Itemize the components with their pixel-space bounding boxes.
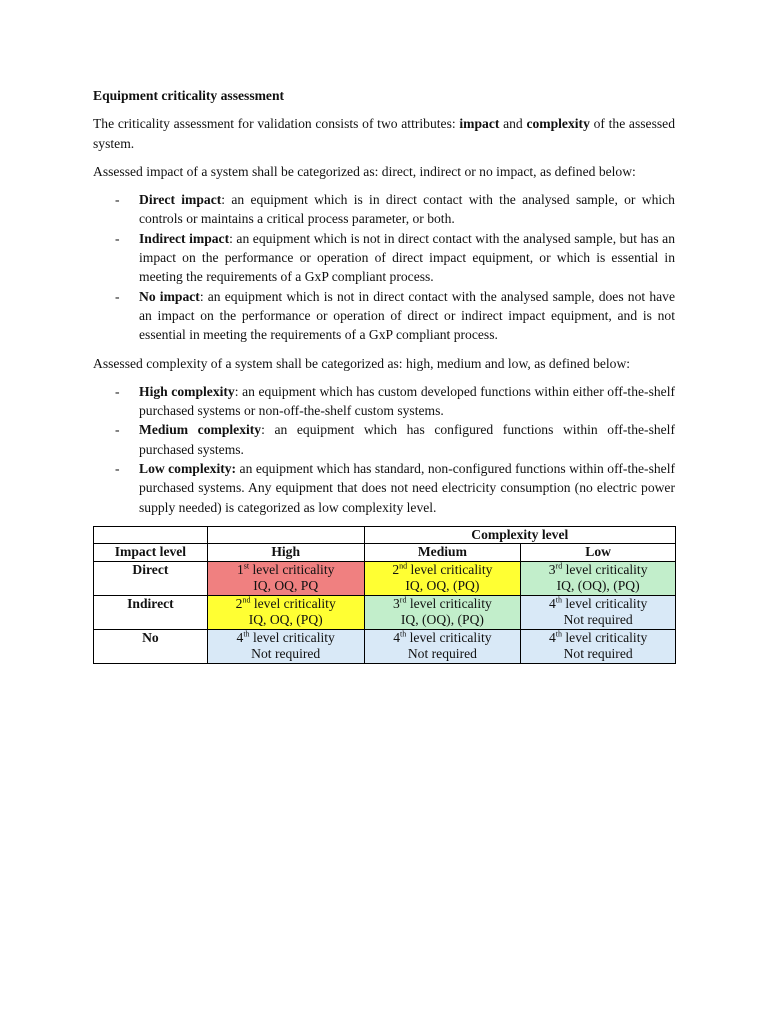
criticality-level-text <box>523 596 673 613</box>
intro-term-complexity: complexity <box>526 116 590 132</box>
criticality-level-text <box>367 562 519 579</box>
level-ordinal-suffix: rd <box>555 561 563 571</box>
level-number: 2 <box>235 595 243 611</box>
definition-text: : an equipment which has custom developed functions within either off-the-shelf purchased systems or non-off-the-shelf custom systems. <box>139 383 675 419</box>
impact-definition-list <box>93 190 675 344</box>
matrix-body <box>94 561 676 663</box>
level-ordinal-suffix: th <box>243 629 250 639</box>
complexity-intro-paragraph: Assessed complexity of a system shall be categorized as: high, medium and low, as defined below: <box>93 355 631 371</box>
qualification-requirement: Not required <box>563 646 633 662</box>
criticality-matrix-table <box>93 526 676 664</box>
level-number: 4 <box>236 629 244 645</box>
qualification-requirement: Not required <box>251 646 321 662</box>
qualification-requirement: IQ, OQ, (PQ) <box>405 578 480 594</box>
criticality-cell <box>521 629 676 663</box>
list-item <box>115 459 675 517</box>
dash-bullet: - <box>115 422 120 438</box>
table-row <box>94 561 676 595</box>
list-item <box>115 287 676 345</box>
level-number: 3 <box>548 561 556 577</box>
empty-high-header-cell <box>207 526 364 544</box>
definition-term: Direct impact <box>139 192 222 208</box>
definition-term: High complexity <box>139 383 235 399</box>
level-ordinal-suffix: nd <box>399 561 408 571</box>
intro-paragraph <box>93 114 675 153</box>
list-item <box>115 229 675 287</box>
level-ordinal-suffix: th <box>400 629 407 639</box>
table-row <box>94 629 676 663</box>
definition-term: No impact <box>139 288 200 304</box>
intro-text-mid: and <box>499 116 527 132</box>
level-word: level criticality <box>406 595 492 611</box>
column-header-medium: Medium <box>364 544 521 562</box>
criticality-cell <box>207 629 364 663</box>
level-ordinal-suffix: rd <box>399 595 407 605</box>
level-number: 1 <box>236 561 244 577</box>
level-word: level criticality <box>407 561 493 577</box>
column-header-high: High <box>207 544 364 562</box>
criticality-level-text <box>210 630 362 647</box>
list-item <box>115 190 675 229</box>
complexity-level-header: Complexity level <box>364 526 675 544</box>
level-number: 2 <box>392 561 400 577</box>
level-number: 4 <box>393 629 401 645</box>
definition-text: : an equipment which is not in direct contact with the analysed sample, but has an impact on the performance or operation of direct impact equipment, or which is essential in meeting the requirements of a GxP compliant process. <box>139 230 675 285</box>
criticality-level-text <box>523 562 673 579</box>
criticality-level-text <box>210 562 362 579</box>
qualification-requirement: Not required <box>407 646 477 662</box>
criticality-cell <box>207 595 364 629</box>
level-word: level criticality <box>561 595 648 611</box>
level-ordinal-suffix: st <box>243 561 250 571</box>
criticality-cell <box>364 595 521 629</box>
definition-text: : an equipment which has configured functions within off-the-shelf purchased systems. <box>139 422 675 457</box>
level-ordinal-suffix: th <box>555 629 562 639</box>
table-header-row <box>94 526 676 544</box>
definition-term: Medium complexity <box>139 422 262 438</box>
level-number: 4 <box>548 595 556 611</box>
table-row <box>94 595 676 629</box>
qualification-requirement: IQ, OQ, PQ <box>253 578 319 594</box>
intro-text-post: of the assessed system. <box>93 116 675 151</box>
criticality-cell <box>207 561 364 595</box>
empty-corner-cell <box>94 526 208 544</box>
level-number: 4 <box>548 629 556 645</box>
level-word: level criticality <box>249 561 335 577</box>
dash-bullet: - <box>115 192 120 208</box>
document-title: Equipment criticality assessment <box>93 88 285 103</box>
list-item <box>115 420 675 459</box>
level-ordinal-suffix: nd <box>242 595 251 605</box>
definition-text: : an equipment which is in direct contact with the analysed sample, or which controls or maintains a critical process parameter, or both. <box>139 192 675 227</box>
dash-bullet: - <box>115 288 120 304</box>
level-word: level criticality <box>561 629 648 645</box>
level-word: level criticality <box>406 629 492 645</box>
impact-intro-paragraph: Assessed impact of a system shall be categorized as: direct, indirect or no impact, as defined below: <box>93 163 636 179</box>
intro-term-impact: impact <box>459 116 500 132</box>
criticality-cell <box>364 561 521 595</box>
criticality-cell <box>521 595 676 629</box>
level-number: 3 <box>393 595 400 611</box>
impact-row-label: Direct <box>94 561 208 595</box>
column-header-low: Low <box>521 544 676 562</box>
qualification-requirement: IQ, OQ, (PQ) <box>248 612 323 628</box>
criticality-level-text <box>367 596 519 613</box>
definition-text: an equipment which has standard, non-configured functions within off-the-shelf purchased systems. Any equipment that does not need electricity consumption (no electric power supply needed) is categorized as low complexity level. <box>139 461 675 515</box>
table-subheader-row <box>94 544 676 562</box>
definition-text: : an equipment which is not in direct contact with the analysed sample, does not have an impact on the performance or operation of direct or indirect impact equipment, and is not essential in meeting the requirements of a GxP compliant process. <box>139 288 676 343</box>
dash-bullet: - <box>115 461 120 477</box>
definition-term: Low complexity: <box>139 461 237 477</box>
level-word: level criticality <box>562 561 648 577</box>
criticality-cell <box>364 629 521 663</box>
list-item <box>115 382 675 421</box>
intro-text-pre: The criticality assessment for validation consists of two attributes: <box>93 116 460 132</box>
impact-row-label: No <box>94 629 208 663</box>
qualification-requirement: Not required <box>563 612 633 628</box>
criticality-cell <box>521 561 676 595</box>
impact-row-label: Indirect <box>94 595 208 629</box>
complexity-definition-list <box>93 382 675 517</box>
level-word: level criticality <box>250 595 336 611</box>
definition-term: Indirect impact <box>139 230 230 246</box>
criticality-level-text <box>210 596 362 613</box>
level-word: level criticality <box>249 629 335 645</box>
qualification-requirement: IQ, (OQ), (PQ) <box>400 612 484 628</box>
dash-bullet: - <box>115 230 120 246</box>
qualification-requirement: IQ, (OQ), (PQ) <box>556 578 640 594</box>
criticality-level-text <box>523 630 673 647</box>
level-ordinal-suffix: th <box>555 595 562 605</box>
impact-level-header: Impact level <box>94 544 208 562</box>
criticality-level-text <box>367 630 519 647</box>
dash-bullet: - <box>115 383 120 399</box>
